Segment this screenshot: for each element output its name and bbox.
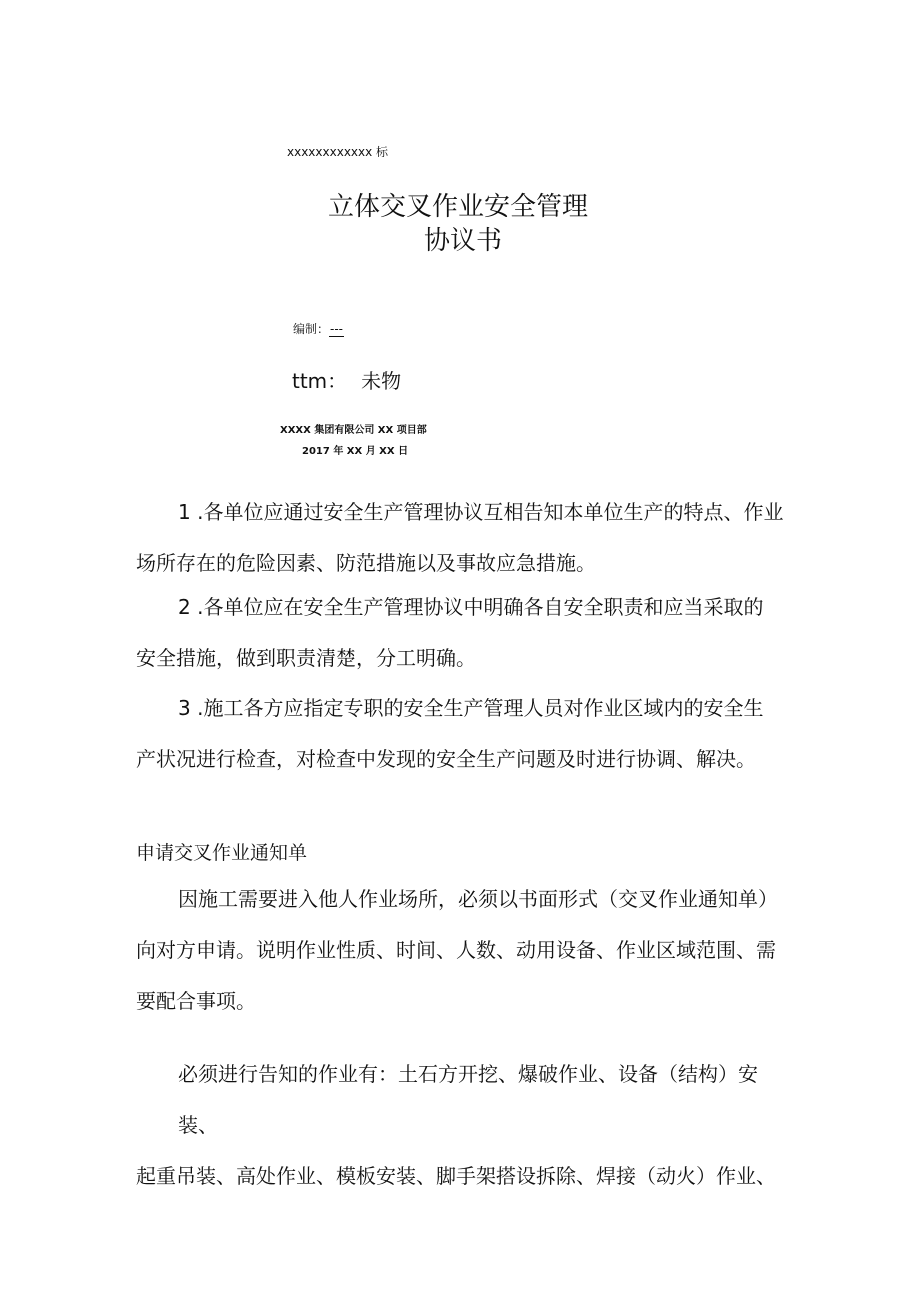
- clause-2-line-1: 2 .各单位应在安全生产管理协议中明确各自安全职责和应当采取的: [178, 595, 764, 619]
- clause-3-line-2: 产状况进行检查，对检查中发现的安全生产问题及时进行协调、解决。: [136, 747, 756, 771]
- document-title-line-2: 协议书: [424, 226, 503, 256]
- notice-line-2: 向对方申请。说明作业性质、时间、人数、动用设备、作业区域范围、需: [136, 938, 776, 962]
- clause-item-2: [136, 582, 796, 684]
- clause-item-3: [136, 683, 796, 785]
- compiler-value: ---: [330, 322, 344, 336]
- clause-item-1: [136, 487, 796, 589]
- clause-1-line-1: 1 .各单位应通过安全生产管理协议互相告知本单位生产的特点、作业: [178, 500, 784, 524]
- notice-line-3: 要配合事项。: [136, 989, 256, 1013]
- compiler-row: [293, 320, 344, 337]
- section-heading: 申请交叉作业通知单: [136, 842, 308, 864]
- notice-line-1: 因施工需要进入他人作业场所，必须以书面形式（交叉作业通知单）: [178, 887, 778, 911]
- required-line-2: 起重吊装、高处作业、模板安装、脚手架搭设拆除、焊接（动火）作业、: [136, 1164, 776, 1188]
- approver-value: 未物: [361, 369, 402, 393]
- document-title-line-1: 立体交叉作业安全管理: [328, 192, 589, 222]
- required-notification-paragraph: [136, 1049, 796, 1202]
- clause-1-line-2: 场所存在的危险因素、防范措施以及事故应急措施。: [136, 551, 596, 575]
- organization-name: XXXX 集团有限公司 XX 项目部: [280, 425, 427, 436]
- approver-row: [292, 365, 401, 394]
- project-label: xxxxxxxxxxxx 标: [287, 145, 389, 159]
- required-line-1: 必须进行告知的作业有：土石方开挖、爆破作业、设备（结构）安装、: [178, 1062, 758, 1137]
- clause-3-line-1: 3 .施工各方应指定专职的安全生产管理人员对作业区域内的安全生: [178, 696, 764, 720]
- compiler-label: 编制：: [293, 322, 330, 336]
- approver-label: ttm：: [292, 369, 348, 393]
- clause-2-line-2: 安全措施，做到职责清楚，分工明确。: [136, 646, 476, 670]
- document-date: 2017 年 XX 月 XX 日: [302, 446, 409, 457]
- notice-paragraph: [136, 874, 796, 1027]
